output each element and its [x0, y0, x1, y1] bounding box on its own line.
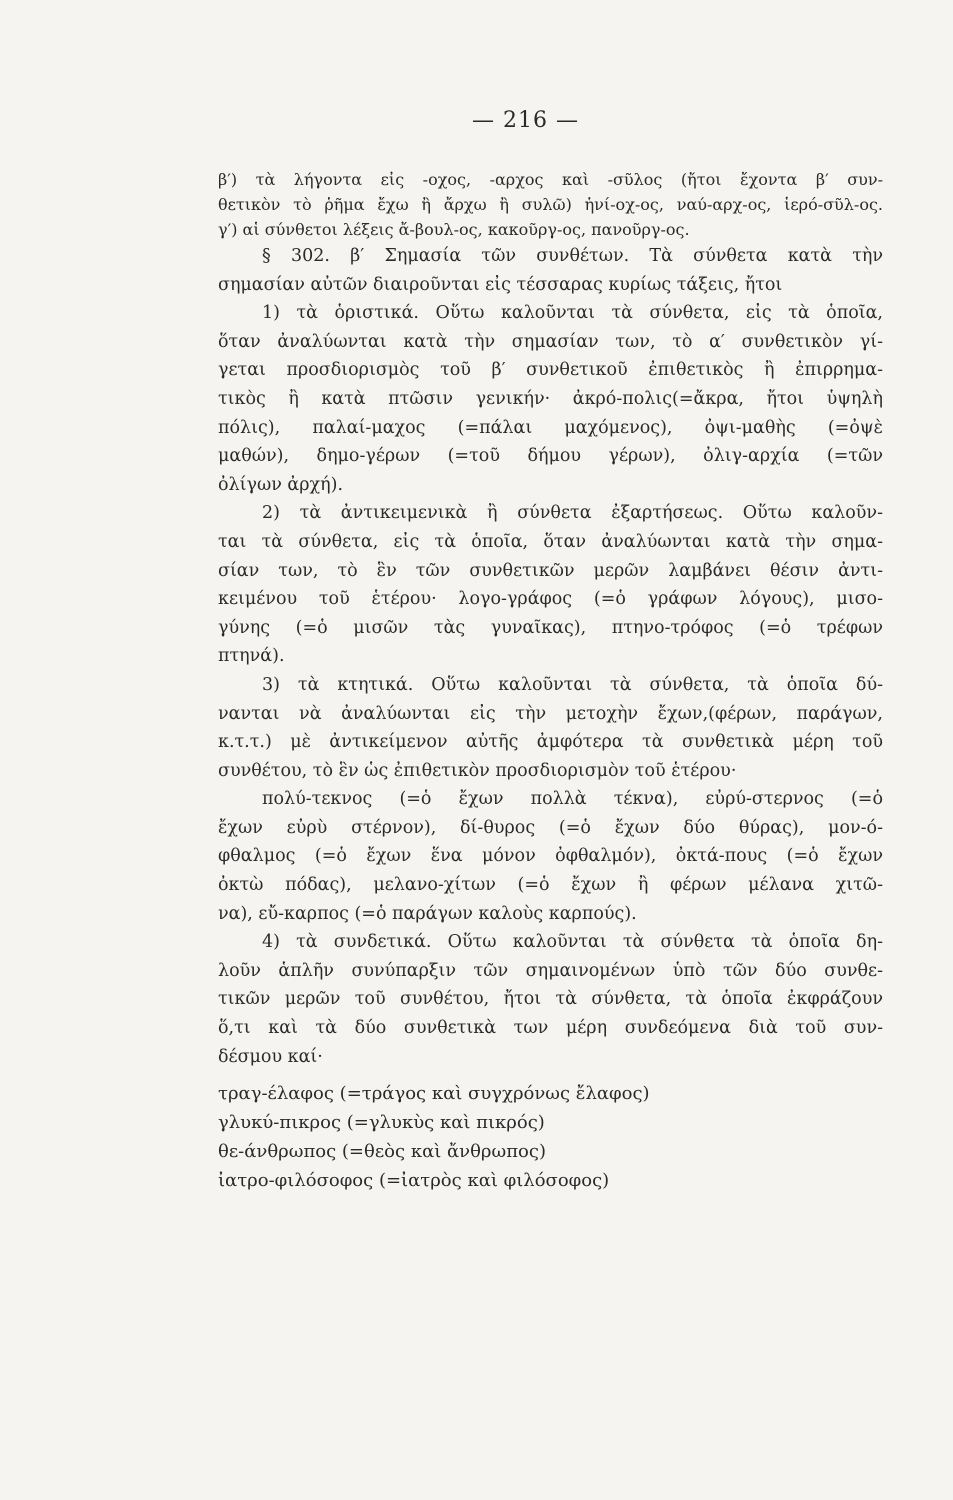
text-line: τικῶν μερῶν τοῦ συνθέτου, ἤτοι τὰ σύνθετα, τὰ ὁποῖα ἐκφράζουν [218, 989, 883, 1010]
text-line: να), εὔ-καρπος (=ὁ παράγων καλοὺς καρπούς). [218, 903, 637, 924]
text-line: κ.τ.τ.) μὲ ἀντικείμενον αὐτῆς ἀμφότερα τὰ συνθετικὰ μέρη τοῦ [218, 732, 883, 753]
subsection-heading-1: 1) τὰ ὁριστικά. Οὕτω καλοῦνται τὰ σύνθετα, εἰς τὰ ὁποῖα, [262, 303, 883, 324]
text-line: θετικὸν τὸ ῥῆμα ἔχω ἢ ἄρχω ἢ συλῶ) ἡνί-οχ-ος, ναύ-αρχ-ος, ἱερό-σῦλ-ος. [218, 195, 883, 214]
text-line: δέσμου καί· [218, 1046, 323, 1067]
text-line: κειμένου τοῦ ἑτέρου· λογο-γράφος (=ὁ γράφων λόγους), μισο- [218, 589, 883, 610]
text-line: πολύ-τεκνος (=ὁ ἔχων πολλὰ τέκνα), εὐρύ-στερνος (=ὁ [262, 789, 883, 810]
text-line: λοῦν ἁπλῆν συνύπαρξιν τῶν σημαινομένων ὑπὸ τῶν δύο συνθε- [218, 960, 883, 981]
subsection-heading-4: 4) τὰ συνδετικά. Οὕτω καλοῦνται τὰ σύνθετα τὰ ὁποῖα δη- [262, 932, 883, 953]
text-line: γεται προσδιορισμὸς τοῦ β′ συνθετικοῦ ἐπιθετικὸς ἢ ἐπιρρημα- [218, 360, 883, 381]
text-line: ὀκτὼ πόδας), μελανο-χίτων (=ὁ ἔχων ἢ φέρων μέλανα χιτῶ- [218, 875, 883, 896]
text-line: ὅ,τι καὶ τὰ δύο συνθετικὰ των μέρη συνδεόμενα διὰ τοῦ συν- [218, 1018, 883, 1039]
text-line: φθαλμος (=ὁ ἔχων ἕνα μόνον ὀφθαλμόν), ὀκτά-πους (=ὁ ἔχων [218, 846, 883, 867]
example-item: θε-άνθρωπος (=θεὸς καὶ ἄνθρωπος) [218, 1141, 546, 1163]
text-line: ὀλίγων ἀρχή). [218, 474, 344, 495]
example-item: τραγ-έλαφος (=τράγος καὶ συγχρόνως ἔλαφος) [218, 1083, 650, 1105]
text-line: πόλις), παλαί-μαχος (=πάλαι μαχόμενος), ὀψι-μαθὴς (=ὀψὲ [218, 417, 883, 438]
subsection-heading-2: 2) τὰ ἀντικειμενικὰ ἢ σύνθετα ἐξαρτήσεως. Οὕτω καλοῦν- [262, 503, 883, 524]
text-line: γύνης (=ὁ μισῶν τὰς γυναῖκας), πτηνο-τρόφος (=ὁ τρέφων [218, 617, 883, 638]
page-number: — 216 — [472, 108, 579, 133]
text-line: ται τὰ σύνθετα, εἰς τὰ ὁποῖα, ὅταν ἀναλύωνται κατὰ τὴν σημα- [218, 531, 883, 552]
text-line: συνθέτου, τὸ ἓν ὡς ἐπιθετικὸν προσδιορισμὸν τοῦ ἑτέρου· [218, 760, 737, 781]
examples-list [218, 1079, 883, 1195]
text-line: μαθών), δημο-γέρων (=τοῦ δήμου γέρων), ὀλιγ-αρχία (=τῶν [218, 446, 883, 467]
example-item: γλυκύ-πικρος (=γλυκὺς καὶ πικρός) [218, 1112, 545, 1134]
text-line: ἔχων εὐρὺ στέρνον), δί-θυρος (=ὁ ἔχων δύο θύρας), μον-ό- [218, 817, 883, 838]
text-line: β′) τὰ λήγοντα εἰς -οχος, -αρχος καὶ -σῦλος (ἤτοι ἔχοντα β′ συν- [218, 170, 883, 189]
body-text [218, 167, 883, 1071]
text-line: σημασίαν αὐτῶν διαιροῦνται εἰς τέσσαρας κυρίως τάξεις, ἤτοι [218, 274, 783, 295]
section-heading: § 302. β′ Σημασία τῶν συνθέτων. Τὰ σύνθετα κατὰ τὴν [262, 246, 883, 266]
text-line: σίαν των, τὸ ἓν τῶν συνθετικῶν μερῶν λαμβάνει θέσιν ἀντι- [218, 560, 883, 581]
text-line: τικὸς ἢ κατὰ πτῶσιν γενικήν· ἀκρό-πολις(=ἄκρα, ἤτοι ὑψηλὴ [218, 388, 883, 409]
text-line: πτηνά). [218, 646, 285, 667]
text-line: νανται νὰ ἀναλύωνται εἰς τὴν μετοχὴν ἔχων,(φέρων, παράγων, [218, 703, 883, 724]
example-item: ἰατρο-φιλόσοφος (=ἰατρὸς καὶ φιλόσοφος) [218, 1170, 610, 1192]
subsection-heading-3: 3) τὰ κτητικά. Οὕτω καλοῦνται τὰ σύνθετα, τὰ ὁποῖα δύ- [262, 674, 883, 695]
text-line: γ′) αἱ σύνθετοι λέξεις ἄ-βουλ-ος, κακοῦργ-ος, πανοῦργ-ος. [218, 220, 690, 239]
text-line: ὅταν ἀναλύωνται κατὰ τὴν σημασίαν των, τὸ α′ συνθετικὸν γί- [218, 331, 883, 352]
